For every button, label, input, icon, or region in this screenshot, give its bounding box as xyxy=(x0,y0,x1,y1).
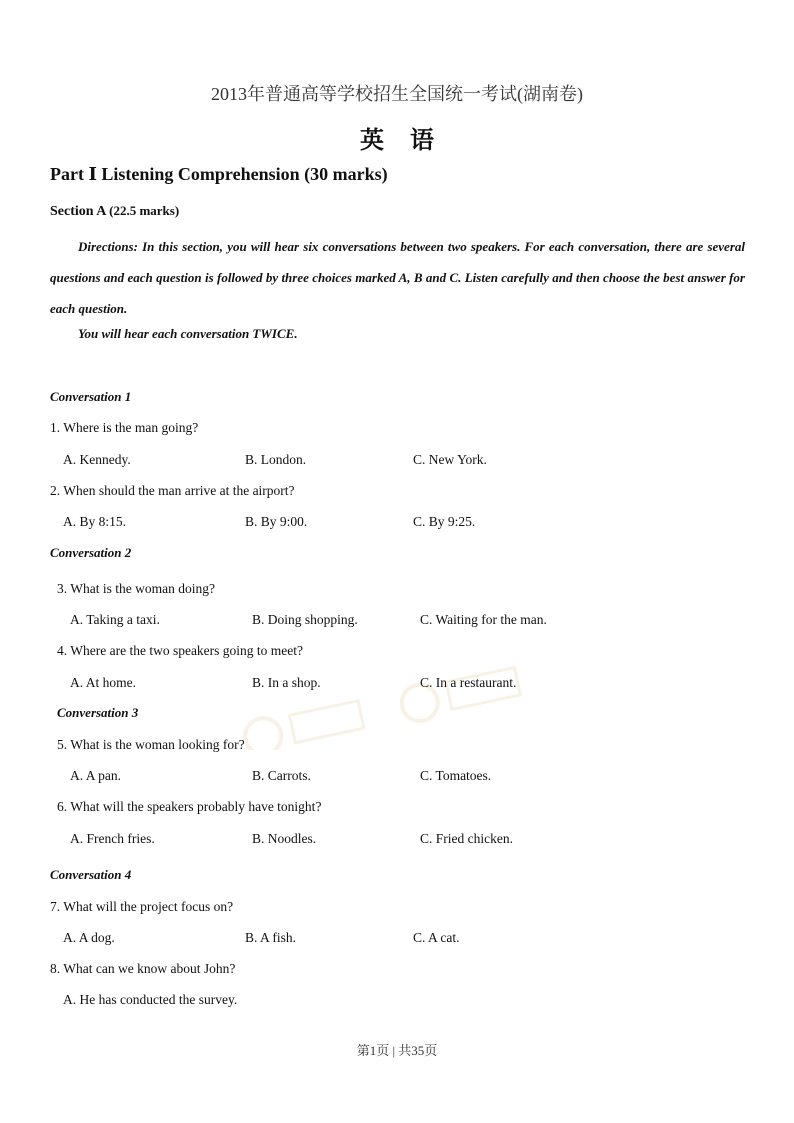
section-heading xyxy=(50,203,179,220)
subject-title: 英语 xyxy=(360,128,460,154)
option-a: A. At home. xyxy=(70,675,136,690)
option-a: A. He has conducted the survey. xyxy=(63,992,238,1007)
option-b: B. By 9:00. xyxy=(245,514,308,529)
option-a: A. Kennedy. xyxy=(63,452,131,467)
option-c: C. Waiting for the man. xyxy=(420,612,547,627)
option-c: C. By 9:25. xyxy=(413,514,476,529)
xuekewang-logo-icon xyxy=(230,660,590,750)
conversation-label: Conversation 1 xyxy=(50,389,132,404)
option-a: A. By 8:15. xyxy=(63,514,127,529)
question-text: 4. Where are the two speakers going to meet? xyxy=(57,643,304,658)
question-text: 6. What will the speakers probably have tonight? xyxy=(57,799,322,814)
twice-note: You will hear each conversation TWICE. xyxy=(78,326,298,341)
option-c: C. Fried chicken. xyxy=(420,831,513,846)
question-text: 2. When should the man arrive at the airport? xyxy=(50,483,295,498)
section-title: Section A xyxy=(50,204,106,219)
question-text: 7. What will the project focus on? xyxy=(50,899,234,914)
question-text: 8. What can we know about John? xyxy=(50,961,236,976)
option-a: A. French fries. xyxy=(70,831,155,846)
option-b: B. Doing shopping. xyxy=(252,612,358,627)
section-marks: (22.5 marks) xyxy=(109,203,180,218)
question-text: 5. What is the woman looking for? xyxy=(57,737,245,752)
question-text: 1. Where is the man going? xyxy=(50,420,199,435)
option-b: B. Carrots. xyxy=(252,768,311,783)
option-a: A. A pan. xyxy=(70,768,122,783)
page-footer: 第1页 | 共35页 xyxy=(356,1043,438,1058)
conversation-label: Conversation 4 xyxy=(50,867,132,882)
option-c: C. New York. xyxy=(413,452,487,467)
option-c: C. Tomatoes. xyxy=(420,768,492,783)
option-a: A. A dog. xyxy=(63,930,115,945)
option-b: B. A fish. xyxy=(245,930,297,945)
option-a: A. Taking a taxi. xyxy=(70,612,160,627)
option-b: B. London. xyxy=(245,452,307,467)
question-text: 3. What is the woman doing? xyxy=(57,581,215,596)
option-b: B. In a shop. xyxy=(252,675,321,690)
exam-title: 2013年普通高等学校招生全国统一考试(湖南卷) xyxy=(211,84,583,104)
conversation-label: Conversation 2 xyxy=(50,545,132,560)
option-c: C. In a restaurant. xyxy=(420,675,517,690)
option-c: C. A cat. xyxy=(413,930,460,945)
part-heading: Part Ⅰ Listening Comprehension (30 marks) xyxy=(50,164,388,184)
conversation-label: Conversation 3 xyxy=(57,705,139,720)
directions-text: Directions: In this section, you will hear six conversations between two speakers. For each conversation, there are several questions and each question is followed by three choices marked A, B and C. Listen carefully and then choose the best answer for each question. xyxy=(50,239,745,316)
option-b: B. Noodles. xyxy=(252,831,317,846)
